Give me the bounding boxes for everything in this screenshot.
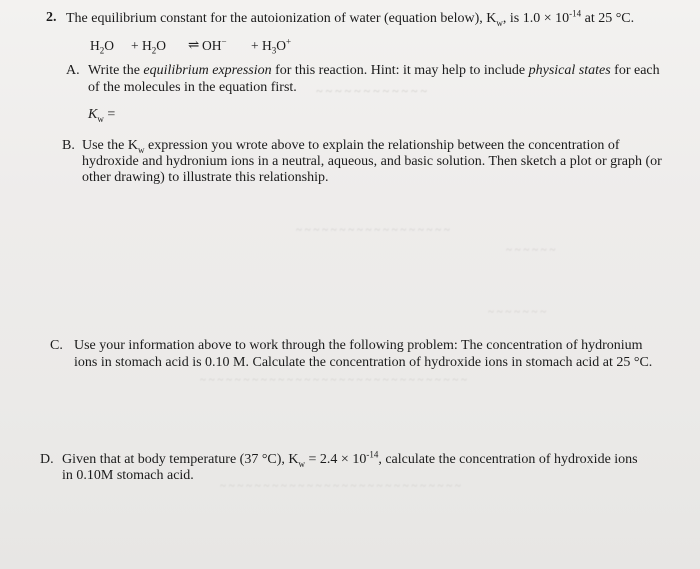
bleedthrough-smudge-2: ~ ~ ~ ~ ~ ~ bbox=[506, 244, 556, 256]
part-a-emphasis-2: physical states bbox=[528, 63, 611, 78]
part-b-line-2: hydroxide and hydronium ions in a neutral, aqueous, and basic solution. Then sketch a plot or graph (or bbox=[82, 154, 662, 169]
part-a-line-2: of the molecules in the equation first. bbox=[88, 80, 297, 95]
bleedthrough-smudge-1: ~ ~ ~ ~ ~ ~ ~ ~ ~ ~ ~ ~ ~ ~ ~ ~ ~ ~ bbox=[296, 224, 450, 236]
eq-sub-3: 3 bbox=[271, 45, 277, 56]
eq-o-b: O bbox=[156, 38, 166, 53]
question-intro bbox=[66, 10, 634, 27]
kw-sub: w bbox=[97, 113, 104, 124]
part-a-line-1 bbox=[88, 62, 660, 79]
part-a-label: A. bbox=[66, 63, 80, 78]
equation-water-b bbox=[131, 38, 166, 54]
part-b-text-1: Use the K bbox=[82, 138, 138, 153]
question-number: 2. bbox=[46, 10, 57, 25]
part-d-line-1 bbox=[62, 451, 638, 468]
eq-plus-h: + H bbox=[131, 38, 152, 53]
eq-oh: OH bbox=[202, 38, 222, 53]
equation-hydroxide bbox=[202, 38, 227, 54]
eq-h: H bbox=[90, 38, 100, 53]
eq-plus-h3: + H bbox=[251, 38, 272, 53]
part-d-text-2: = 2.4 × 10 bbox=[305, 452, 367, 467]
part-b-line-1 bbox=[82, 137, 620, 154]
part-c-line-2: ions in stomach acid is 0.10 M. Calculate the concentration of hydroxide ions in stomach acid at 25 °C. bbox=[74, 355, 653, 370]
intro-text: The equilibrium constant for the autoionization of water (equation below), K bbox=[66, 11, 497, 26]
eq-o: O bbox=[104, 38, 114, 53]
eq-oh-charge: − bbox=[221, 36, 227, 47]
bleedthrough-text: ~ ~ ~ ~ ~ ~ ~ ~ ~ ~ ~ ~ bbox=[316, 84, 427, 98]
part-d-exponent: -14 bbox=[366, 449, 379, 460]
intro-end: at 25 °C. bbox=[581, 11, 635, 26]
bleedthrough-smudge-4: ~ ~ ~ ~ ~ ~ ~ ~ ~ ~ ~ ~ ~ ~ ~ ~ ~ ~ ~ ~ ~ ~ ~ ~ ~ ~ ~ ~ ~ ~ ~ bbox=[200, 374, 467, 386]
part-d-text-1: Given that at body temperature (37 °C), K bbox=[62, 452, 299, 467]
eq-sub-2: 2 bbox=[99, 45, 105, 56]
bleedthrough-smudge-5: ~ ~ ~ ~ ~ ~ ~ ~ ~ ~ ~ ~ ~ ~ ~ ~ ~ ~ ~ ~ ~ ~ ~ ~ ~ ~ ~ ~ bbox=[220, 480, 461, 492]
part-c-label: C. bbox=[50, 338, 63, 353]
intro-kw-sub: w bbox=[496, 17, 503, 28]
part-b-line-3: other drawing) to illustrate this relationship. bbox=[82, 170, 329, 185]
equation-hydronium bbox=[251, 38, 291, 54]
part-a-text-2: for this reaction. Hint: it may help to include bbox=[271, 63, 529, 78]
part-a-text-3: for each bbox=[610, 63, 660, 78]
part-b-label: B. bbox=[62, 138, 75, 153]
kw-equals: = bbox=[103, 107, 116, 122]
intro-mid: , is 1.0 × 10 bbox=[502, 11, 570, 26]
part-d-label: D. bbox=[40, 452, 54, 467]
equation-water-a bbox=[90, 38, 114, 54]
equilibrium-arrow: ⇌ bbox=[188, 37, 200, 52]
bleedthrough-smudge-3: ~ ~ ~ ~ ~ ~ ~ bbox=[488, 306, 547, 318]
part-c-line-1: Use your information above to work through the following problem: The concentration of hydronium bbox=[74, 338, 643, 353]
eq-sub-2b: 2 bbox=[151, 45, 157, 56]
part-a-emphasis-1: equilibrium expression bbox=[143, 63, 272, 78]
part-a-text-1: Write the bbox=[88, 63, 144, 78]
kw-expression-label bbox=[88, 106, 115, 123]
part-b-text-2: expression you wrote above to explain the relationship between the concentration of bbox=[144, 138, 620, 153]
intro-exponent: -14 bbox=[569, 8, 582, 19]
part-b-kw-sub: w bbox=[138, 144, 145, 155]
part-d-kw-sub: w bbox=[298, 458, 306, 469]
part-d-line-2: in 0.10M stomach acid. bbox=[62, 468, 194, 483]
kw-k: K bbox=[88, 107, 98, 122]
eq-o-c: O bbox=[276, 38, 286, 53]
part-d-text-3: , calculate the concentration of hydroxide ions bbox=[378, 452, 638, 467]
eq-h3o-charge: + bbox=[286, 36, 292, 47]
